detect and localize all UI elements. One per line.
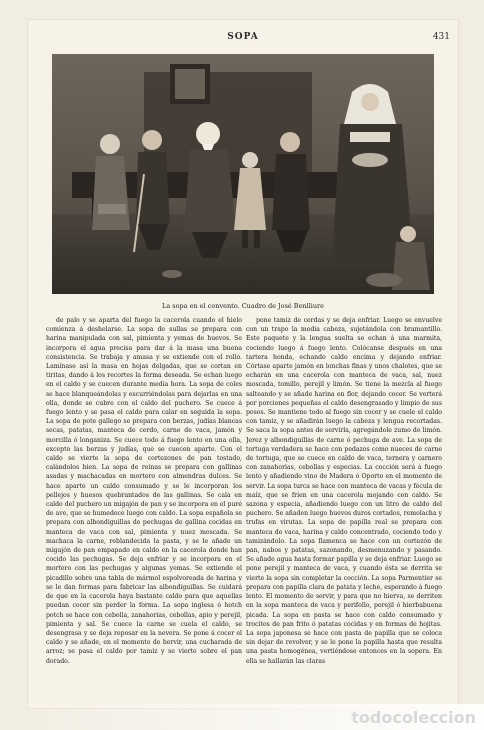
paragraph: de palo y se aparta del fuego la cacerola cuando el hielo comienza á deshelarse. La sopa de sullas se prepara con harina manipulada con sal, pimienta y yemas de huevos. Se incorpora el agua precisa para dar á la masa una buena consistencia. Se trabaja y amasa y se extiende con el rollo. Lamínase así la masa en hojas delgadas, que se cortan en tiritas, dando á los recortes la forma deseada. Se echan luego en el caldo y se cuecen durante media hora. La sopa de coles se hace blanqueándolas y escurriéndolas para dejarlas en una olla, donde se cubre con el caldo del puchero. Se cuece á fuego lento y se pasa el caldo para calar en seguida la sopa. La sopa de pote gallego se prepara con berzas, judías blancas secas, patatas, manteca de cerdo, carne de vaca, jamón y morcilla ó longaniza. Se cuece todo á fuego lento en una olla, excepto las berzas y judías, que se cuecen aparte. Con el caldo se vierte la sopa de cortezones de pan tostado, calándolos bien. La sopa de reinas se prepara con gallinas asadas y machacadas en mortero con almendras dulces. Se hace aparte un caldo consumado y se le incorporan los pellejos y huesos quebrantados de las gallinas. Se cala en caldo del puchero un migajón de pan y se incorpora en el puré de ave, que se humedece luego con caldo. La sopa española se prepara con albondiguillas de pechugas de gallina cocidas en manteca de vaca con sal, pimienta y nuez moscada. Se machaca la carne, reblandecida la pasta, y se le añade un migajón de pan empapado en caldo en la cacerola donde han cocido las pechugas. Se deja enfriar y se incorpora en el mortero con las pechugas y algunas yemas. Se extiende el picadillo sobre una tabla de mármol espolvoreada de harina y se le dan formas para fabricar las albondiguillas. Se cuidará de que en la cacerola haya bastante caldo para que aquellas puedan cocer sin perder la forma. La sopa inglesa ó hotch potch se hace con cebolla, zanahorias, cebollas, apio y perejil, pimienta y sal. Se cuece la carne se cuela el caldo, se desengrasa y se deja reposar en la nevera. Se pone á cocer el caldo y se añade, en el momento de hervir, una cucharada de arroz; se pasa el caldo por tamiz y se vierte sobre el pan dorado. — [46, 317, 242, 665]
watermark-text: todocoleccion — [351, 707, 476, 727]
book-page — [28, 20, 458, 708]
page-header — [28, 32, 458, 46]
text-column-right — [246, 316, 442, 676]
page-number: 431 — [432, 32, 450, 42]
painting-illustration — [52, 54, 434, 294]
text-column-left — [46, 316, 242, 676]
watermark — [0, 704, 484, 730]
figure-caption: La sopa en el convento. Cuadro de José Benlliure — [162, 302, 324, 310]
picture-inner — [175, 69, 205, 99]
paragraph: pone tamiz de cerdas y se deja enfriar. Luego se envuelve con un trapo la media cabeza, sujetándola con bramantillo. Este paquete y la lengua suelta se echan á una marmita, cociendo luego á fuego lento. Colócanse después en una tartera honda, echando caldo encima y dejando enfriar. Córtase aparte jamón en lonchas finas y unos chalotes, que se echarán en una cacerola con manteca de vaca, sal, nuez moscada, tomillo, perejil y limón. Se tiene la mezcla al fuego salteando y se añade harina en flor, dejando cocer. Se verterá por porciones pequeñas el caldo desengrasado y limpio de sus posos. Se mantiene todo al fuego sin cocer y se cuele el caldo con tamiz, y se añadirán luego la cabeza y lengua recortadas. Se saca la sopa antes de servirla, agregándole zumo de limón. Jerez y albondiguillas de carne ó pechuga de ave. La sopa de tortuga verdadera se hace con pedazos como nueces de carne de tortuga, que se cuece en caldo de vaca, ternera y carnero con zanahorias, cebollas y especias. La cocción será á fuego lento y añadiendo vino de Madera ó Oporto en el momento de servir. La sopa turca se hace con manteca de vacas y fécula de maíz, que se fríen en una cacerola mojando con caldo. Se sazona y especia, añadiendo luego con un litro de caldo del puchero. Se añaden luego huevos duros cortados, remolacha y trufas en virutas. La sopa de papilla real se prepara con manteca de vaca, harina y caldo concentrado, cociendo todo y tamizándolo. La sopa flamenca se hace con un cortezón de pan, nabos y patatas, sazonando, desmenuzando y pasando. Se añade agua hasta formar papilla y se deja enfriar. Luego se pone perejil y manteca de vaca, y cuando ésta se derrita se vierte la sopa sin completar la cocción. La sopa Parmentier se prepara con papilla clara de patata y leche, esperando á fuego lento. El momento de servir, y para que no hierva, se derriten en la sopa manteca de vaca y perifollo, perejil ó hierbabuena picada. La sopa en pasta se hace con caldo consumado y trocitos de pan frito ó patatas cocidas y en formas de hojitas. La sopa japonesa se hace con pasta de papilla que se coloca sin dejar de revolver, y se le pone la papilla hasta que resulta una pasta homogénea, vertiéndose entonces en la sopera. En ella se hallarán las claras — [246, 317, 442, 665]
running-title: SOPA — [227, 32, 259, 42]
pot — [366, 273, 402, 287]
painting-svg — [52, 54, 434, 294]
